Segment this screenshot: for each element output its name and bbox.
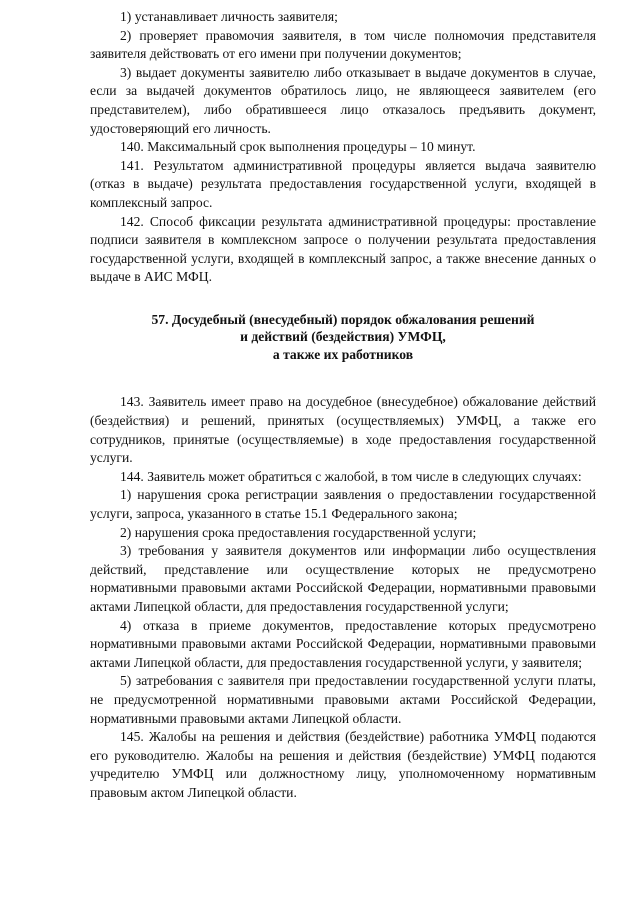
paragraph-140: 140. Максимальный срок выполнения процедуры – 10 минут.	[120, 139, 476, 155]
list-item: 4) отказа в приеме документов, предоставление которых предусмотрено нормативными правовыми актами Российской Федерации, нормативными правовыми актами Липецкой области, для предоставления государственной услуги, у заявителя;	[90, 617, 596, 670]
section-heading-line: а также их работников	[272, 346, 414, 362]
list-item: 2) нарушения срока предоставления государственной услуги;	[120, 524, 477, 540]
list-item: 3) выдает документы заявителю либо отказывает в выдаче документов в случае, если за выдачей документов обратилось лицо, не являющееся заявителем (его представителем), либо обратившееся лицо отказалось предъявить документ, удостоверяющий его личность.	[90, 64, 596, 136]
list-item: 2) проверяет правомочия заявителя, в том числе полномочия представителя заявителя действовать от его имени при получении документов;	[90, 27, 596, 62]
paragraph-141: 141. Результатом административной процедуры является выдача заявителю (отказ в выдаче) результата предоставления государственной услуги, входящей в комплексный запрос.	[90, 157, 596, 210]
list-item: 1) нарушения срока регистрации заявления о предоставлении государственной услуги, запроса, указанного в статье 15.1 Федерального закона;	[90, 487, 596, 521]
list-item: 3) требования у заявителя документов или информации либо осуществления действий, представление или осуществление которых не предусмотрено нормативными правовыми актами Российской Федерации, нормативными правовыми актами Липецкой области, для предоставления государственной услуги;	[90, 543, 596, 614]
section-heading-line: 57. Досудебный (внесудебный) порядок обжалования решений	[151, 311, 535, 327]
list-item: 1) устанавливает личность заявителя;	[120, 9, 338, 24]
section-heading	[90, 311, 596, 364]
paragraph-145: 145. Жалобы на решения и действия (бездействие) работника УМФЦ подаются его руководителю. Жалобы на решения и действия (бездействие) УМФЦ подаются учредителю УМФЦ или должностному лицу, уполномоченному нормативным правовым актом Липецкой области.	[90, 729, 596, 800]
paragraph-142: 142. Способ фиксации результата административной процедуры: проставление подписи заявителя в комплексном запросе о получении результата предоставления государственной услуги, входящей в комплексный запрос, а также внесение данных о выдаче в АИС МФЦ.	[90, 213, 596, 285]
paragraph-144: 144. Заявитель может обратиться с жалобой, в том числе в следующих случаях:	[120, 468, 582, 484]
document-page	[90, 8, 596, 802]
section-heading-line: и действий (бездействия) УМФЦ,	[240, 329, 446, 345]
paragraph-143: 143. Заявитель имеет право на досудебное (внесудебное) обжалование действий (бездействия) и решений, принятых (осуществляемых) УМФЦ, а также его сотрудников, принятые (осуществляемые) в ходе предоставления государственной услуги.	[90, 394, 596, 466]
list-item: 5) затребования с заявителя при предоставлении государственной услуги платы, не предусмотренной нормативными правовыми актами Российской Федерации, нормативными правовыми актами Липецкой области.	[90, 673, 596, 726]
